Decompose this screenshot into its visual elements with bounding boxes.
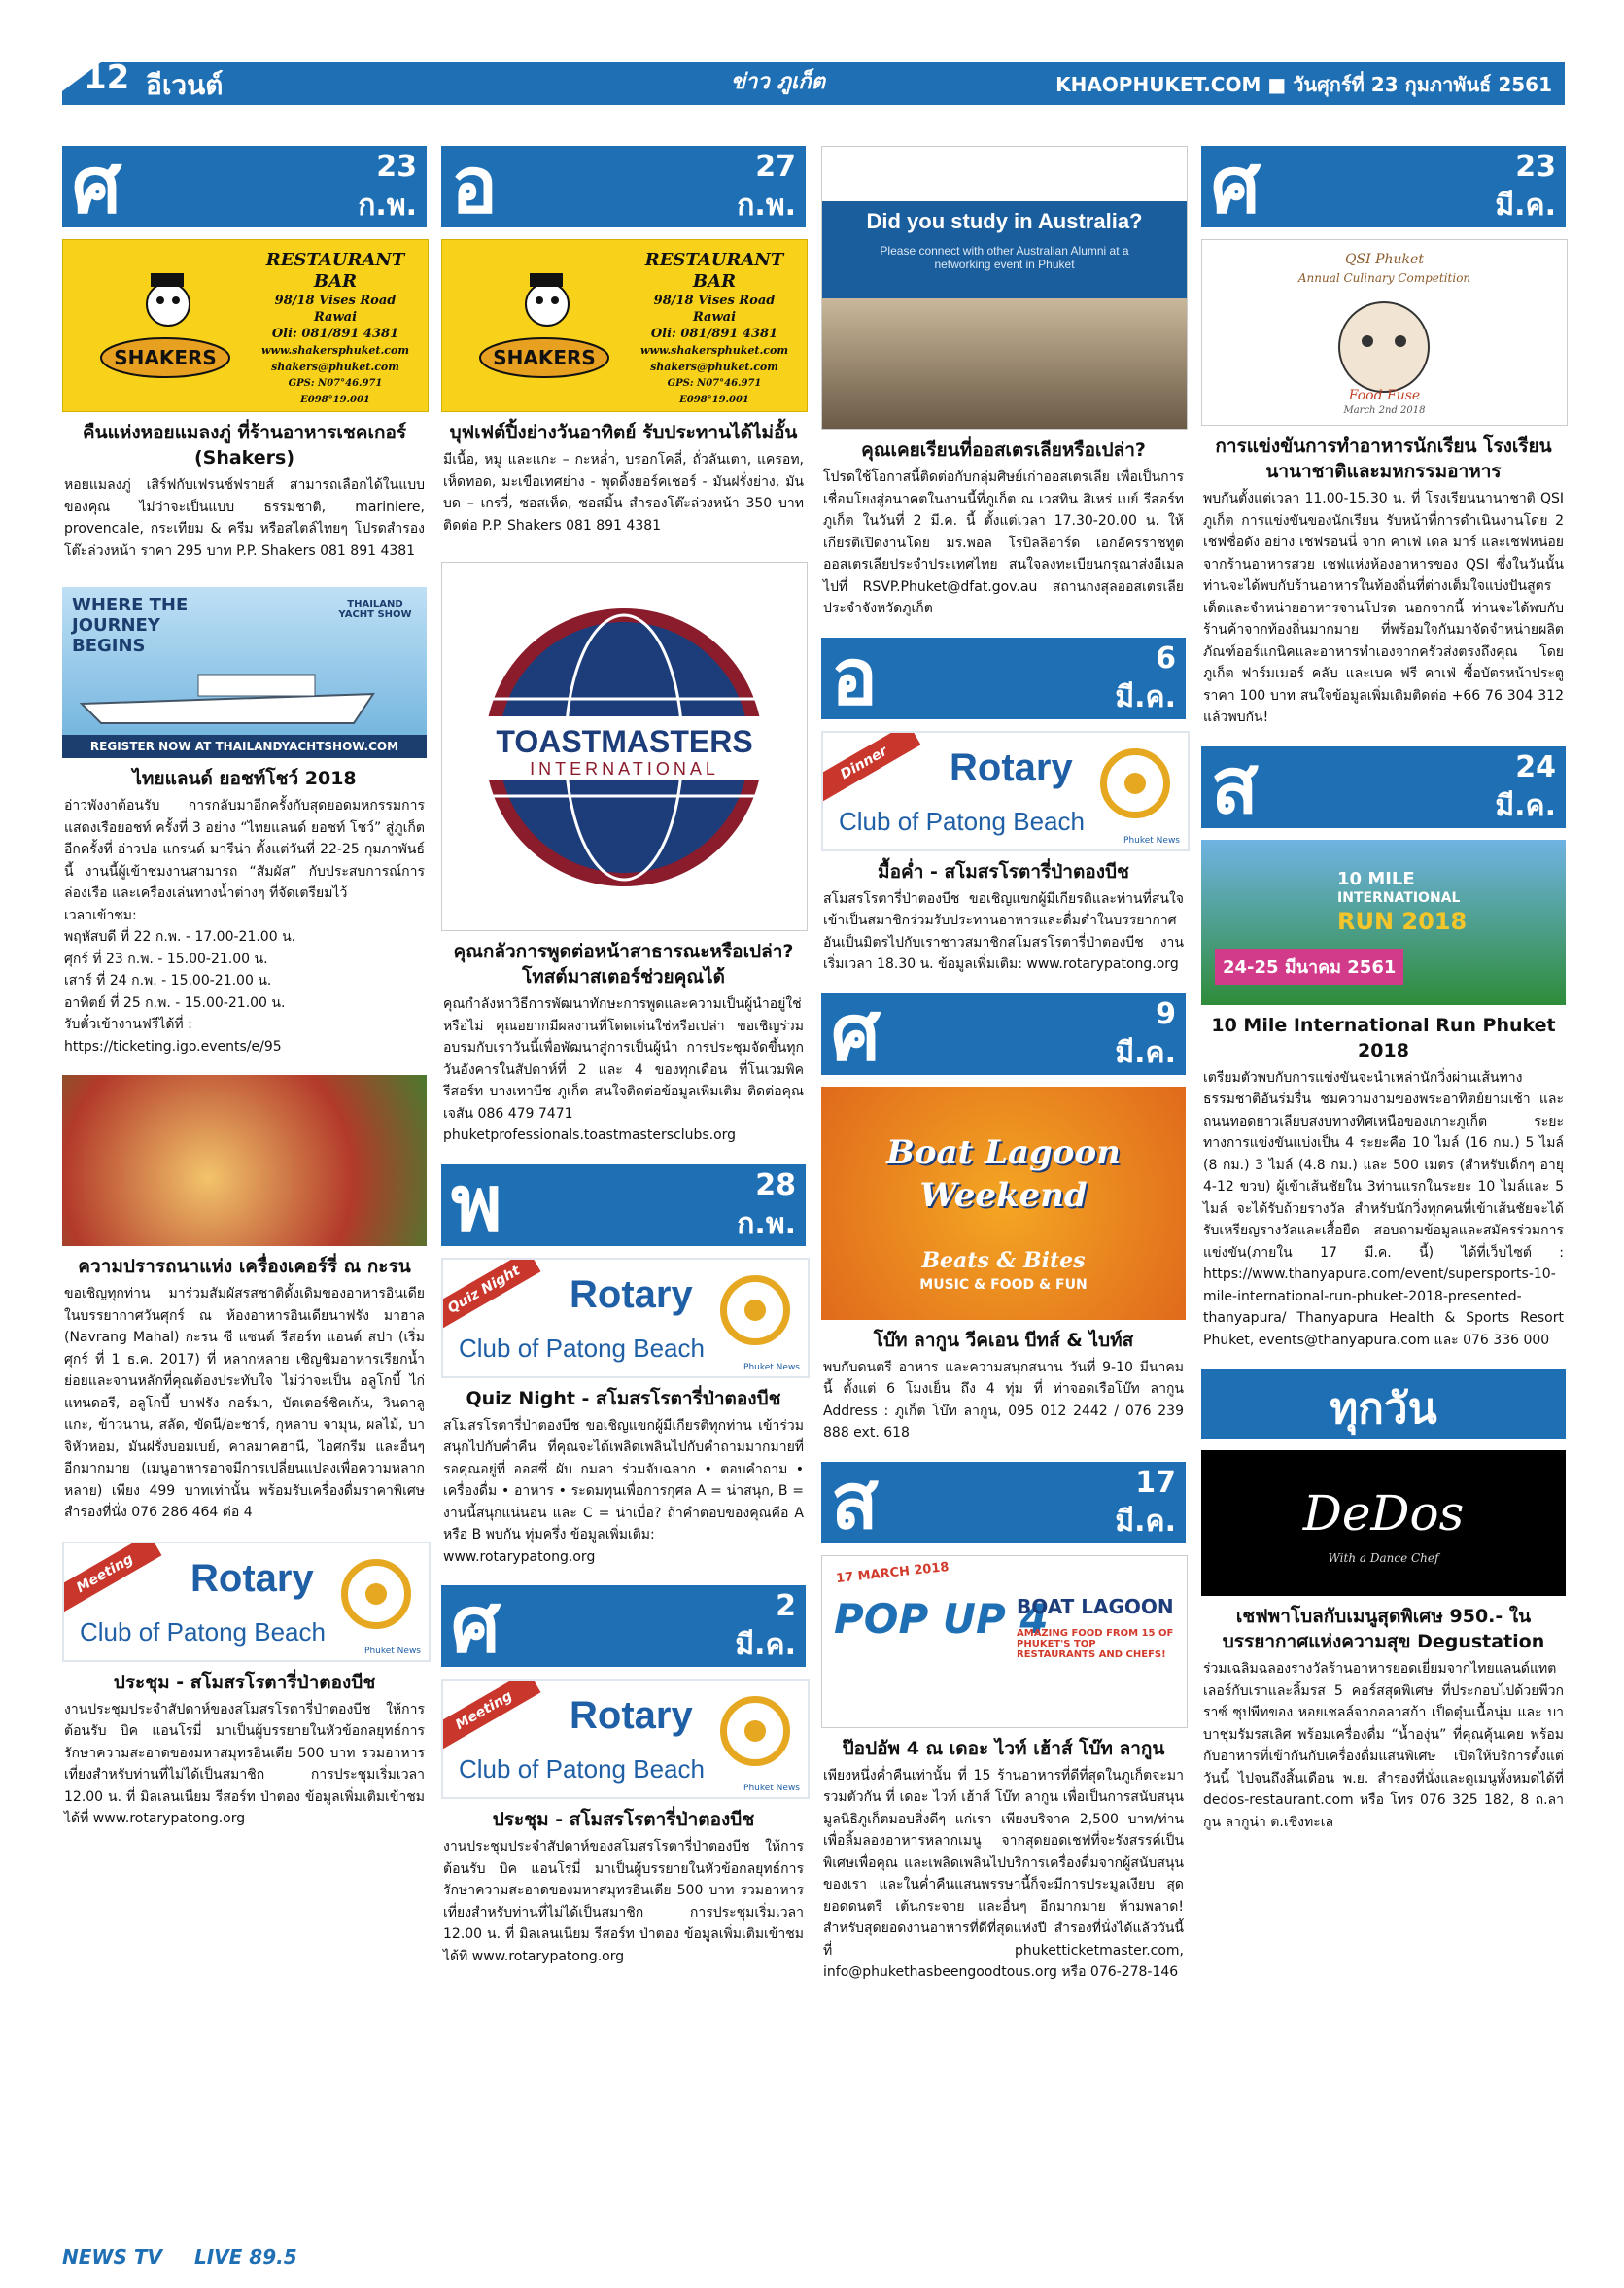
date-number: 17 <box>1135 1465 1176 1500</box>
date-month: มี.ค. <box>1115 1035 1176 1070</box>
shakers-ad-text: RESTAURANT BAR 98/18 Vises Road Rawai Oli: 081/891 4381 www.shakersphuket.com shakers@phuket.com GPS: N07°46.971 E098°19.001 <box>640 250 788 405</box>
date-bar <box>441 140 806 230</box>
yacht-icon <box>62 587 427 758</box>
rotary-badge: Phuket News <box>364 1646 421 1656</box>
article-title: คืนแห่งหอยแมลงภู่ ที่ร้านอาหารเชคเกอร์ (Shakers) <box>82 422 407 468</box>
date-bar <box>441 1158 806 1249</box>
run-line3: RUN 2018 <box>1337 907 1468 935</box>
article-body: โปรดใช้โอกาสนี้ติดต่อกับกลุ่มศิษย์เก่าออสเตรเลีย เพื่อเป็นการเชื่อมโยงสู่อนาคตในงานนี้ที่ภูเก็ต ณ เวสทิน สิเหร่ เบย์ รีสอร์ท ภูเก็ต ในวันที่ 2 มี.ค. นี้ ตั้งแต่เวลา 17.30-20.00 น. ให้เกียรติเปิดงานโดย มร.พอล โรบิลลิอาร์ด เอกอัครราชทูตออสเตรเลียประจำประเทศไทย สนใจลงทะเบียนกรุณาส่งอีเมลไปที่ RSVP.Phuket@dfat.gov.au สถานกงสุลออสเตรเลียประจำจังหวัดภูเก็ต <box>823 469 1184 616</box>
schedule-item: เสาร์ ที่ 24 ก.พ. - 15.00-21.00 น. <box>64 973 272 988</box>
mascot-label: SHAKERS <box>114 346 217 369</box>
date-month: มี.ค. <box>1495 788 1556 823</box>
rotary-name: Rotary <box>570 1694 693 1737</box>
day-letter: อ <box>831 631 879 722</box>
ribbon-label: Quiz Night <box>441 1258 540 1330</box>
article-body: ขอเชิญทุกท่าน มาร่วมสัมผัสรสชาติดั้งเดิมของอาหารอินเดีย ในบรรยากาศวันศุกร์ ณ ห้องอาหารอินเดียนาฟรัง มาฮาล (Navrang Mahal) กะรน ซี แซนด์ รีสอร์ท แอนด์ สปา (เริ่มศุกร์ ที่ 1 ธ.ค. 2017) ที่ หลากหลาย เชิญชิมอาหารเรียกน้ำย่อยและจานหลักที่คุณต้องประทับใจ ไม่ว่าจะเป็น อลูโกบี้ ไก่แทนดอรี, อลูโกบี้ บาฟรัง กอร์มา, บัตเตอร์ชิคเก้น, วินดาลูแกะ, ข้าวนาน, สลัด, ขัดนี/อะชาร์, กุหลาบ จามุน, ผลไม้, บาจิหัวหอม, มันฝรั่งบอมเบย์, คาลมาคฮานี, ไอศกรีม และอื่นๆ อีกมากมาย (เมนูอาหารอาจมีการเปลี่ยนแปลงเพื่อความหลากหลาย) เพียง 499 บาทเท่านั้น พร้อมรับเครื่องดื่มราคาพิเศษ สำรองที่นั่ง 076 286 464 ต่อ 4 <box>64 1286 425 1520</box>
article-title: บุฟเฟต์ปิ้งย่างวันอาทิตย์ รับประทานได้ไม่อั้น <box>449 422 798 443</box>
ticket-link[interactable]: https://ticketing.igo.events/e/95 <box>64 1038 282 1055</box>
boat-line3: Beats & Bites <box>921 1247 1086 1273</box>
rotary-name: Rotary <box>190 1556 314 1600</box>
article-title: ประชุม - สโมสรโรตารี่ป่าตองบีช <box>113 1671 376 1693</box>
rotary-ad[interactable] <box>441 1679 810 1799</box>
date-number: 23 <box>1515 150 1556 184</box>
yacht-brand: THAILAND YACHT SHOW <box>338 599 412 620</box>
article-body: สโมสรโรตารี่ป่าตองบีช ขอเชิญแขกผู้มีเกียรติทุกท่าน เข้าร่วมสนุกไปกับค่ำคืน ที่คุณจะได้เพลิดเพลินไปกับคำถามมากมายที่รอคุณอยู่ที่ ออสซี่ ผับ กมลา ร่วมจับฉลาก • ตอบคำถาม • เครื่องดื่ม • อาหาร • ระดมทุนเพื่อการกุศล A = น่าสนุก, B = งานนี้สนุกแน่นอน และ C = น่าเบื่อ? ถ้าคำตอบของคุณคือ A หรือ B พบกัน ทุ่มครึ่ง ข้อมูลเพิ่มเติม: <box>443 1417 804 1543</box>
schedule-item: ศุกร์ ที่ 23 ก.พ. - 15.00-21.00 น. <box>64 951 268 967</box>
popup-sub: AMAZING FOOD FROM 15 OF PHUKET'S TOP RESTAURANTS AND CHEFS! <box>1017 1627 1174 1660</box>
date-month: มี.ค. <box>735 1628 796 1662</box>
rotary-ad[interactable] <box>821 731 1190 851</box>
date-month: ก.พ. <box>358 189 417 223</box>
article-body: งานประชุมประจำสัปดาห์ของสโมสรโรตารี่ป่าตองบีช ให้การต้อนรับ บิค แอนโรมี่ มาเป็นผู้บรรยายในหัวข้อกลยุทธ์การรักษาความสะอาดของมหาสมุทรอินเดีย 500 บาท รวมอาหารเที่ยงสำหรับท่านที่ไม่ได้เป็นสมาชิก การประชุมเริ่มเวลา 12.00 น. ที่ มิลเลนเนียม รีสอร์ท ป่าตอง ข้อมูลเพิ่มเติมเข้าชมได้ที่ www.rotarypatong.org <box>443 1839 804 1964</box>
date-bar <box>821 987 1186 1078</box>
ribbon-label: Meeting <box>441 1679 540 1751</box>
date-month: ก.พ. <box>737 1206 796 1241</box>
article-body: ร่วมเฉลิมฉลองรางวัลร้านอาหารยอดเยี่ยมจากไทยแลนด์แทตเลอร์กับเราและลิ้มรส 5 คอร์สสุดพิเศษ ที่ประกอบไปด้วยพีวกราซ์ ซุปพีทของ หอยเชลล์จากอลาสก้า เป็ดตุ๋นเนื้อนุ่ม และ บาบาชุ่มรัมรสเลิศ พร้อมเครื่องดื่ม “น้ำองุ่น” ที่คุณคุ้นเคย พร้อมกับอาหารที่เข้ากันกับเครื่องดื่มแสนพิเศษ เปิดให้บริการตั้งแต่วันนี้ ไปจนถึงสิ้นเดือน พ.ย. สำรองที่นั่งและดูเมนูทั้งหมดได้ที่ dedos-restaurant.com หรือ โทร 076 325 182, 8 ถ.ลากูน ลากูน่า ต.เชิงทะเล <box>1203 1661 1564 1830</box>
article-body: พบกันตั้งแต่เวลา 11.00-15.30 น. ที่ โรงเรียนนานาชาติ QSI ภูเก็ต การแข่งขันของนักเรียน รับหน้าที่การดำเนินงานโดย 2 เชฟชื่อดัง อย่าง เชฟรอนนี่ จาก คาเฟ่ เดล มาร์ และเชฟหน่อย จากร้านอาหารสวย เชฟแห่งห้องอาหารของ QSI ซึ่งในวันนั้นท่านจะได้พบกับร้านอาหารในท้องถิ่นที่ต่างเต็มใจแบ่งปันสูตรเด็ดและจำหน่ายอาหารจานโปรด นอกจากนี้ ท่านจะได้พบกับร้านค้าจากท้องถิ่นมากมาย ที่พร้อมใจกันมาจัดจำหน่ายผลิตภัณฑ์ออร์แกนิคและอาหารทำเองจากครัวส่งตรงถึงคุณ โดย ภูเก็ต ฟาร์มเมอร์ คลับ และเบค ฟรี คาเฟ่ ซื้อบัตรหน้าประตูราคา 100 บาท สนใจข้อมูลเพิ่มเติมติดต่อ +66 76 304 312 แล้วพบกัน! <box>1203 491 1564 725</box>
rotary-ad[interactable] <box>441 1258 810 1378</box>
schedule-item: พฤหัสบดี ที่ 22 ก.พ. - 17.00-21.00 น. <box>64 929 296 945</box>
rotary-wheel-icon <box>1100 748 1170 818</box>
shakers-ad-text: RESTAURANT BAR 98/18 Vises Road Rawai Oli: 081/891 4381 www.shakersphuket.com shakers@phuket.com GPS: N07°46.971 E098°19.001 <box>261 250 409 405</box>
rotary-club: Club of Patong Beach <box>80 1616 326 1647</box>
ribbon-label: Dinner <box>821 731 920 803</box>
column-3 <box>821 146 1186 1984</box>
rotary-badge: Phuket News <box>1123 835 1180 846</box>
rotary-club: Club of Patong Beach <box>459 1754 705 1784</box>
rotary-ad[interactable] <box>62 1542 431 1662</box>
australia-sub: Please connect with other Australian Alumni at a networking event in Phuket <box>880 244 1129 271</box>
article-title: Quiz Night - สโมสรโรตารี่ป่าตองบีช <box>466 1387 781 1409</box>
date-number: 2 <box>776 1589 796 1623</box>
date-bar <box>821 1455 1186 1546</box>
shakers-ad[interactable] <box>62 239 429 412</box>
dedos-logo: DeDos <box>1302 1485 1465 1542</box>
date-month: มี.ค. <box>1115 679 1176 714</box>
header-date: KHAOPHUKET.COM ■ วันศุกร์ที่ 23 กุมภาพันธ์ 2561 <box>1055 73 1552 96</box>
article-body: คุณกำลังหาวิธีการพัฒนาทักษะการพูดและความเป็นผู้นำอยู่ใช่หรือไม่ คุณอยากมีผลงานที่โดดเด่นใช่หรือเปล่า ขอเชิญร่วมอบรมกับเราวันนี้เพื่อพัฒนาสู่การเป็นผู้นำ การประชุมจัดขึ้นทุกวันอังคารในสัปดาห์ที่ 2 และ 4 ของทุกเดือน ที่โนเวมพิค รีสอร์ท บางเทาบีช ภูเก็ต สนใจติดต่อข้อมูลเพิ่มเติม ติดต่อคุณเจสัน 086 479 7471 <box>443 996 804 1122</box>
date-number: 27 <box>755 150 796 184</box>
boat-line2: Weekend <box>919 1175 1088 1215</box>
article-title: ความปรารถนาแห่ง เครื่องเคอร์รี่ ณ กะรน <box>78 1256 411 1277</box>
article-body: เพียงหนึ่งค่ำคืนเท่านั้น ที่ 15 ร้านอาหารที่ดีที่สุดในภูเก็ตจะมารวมตัวกัน ที่ เดอะ ไวท์ เฮ้าส์ โบ๊ท ลากูน เพื่อเป็นการสนับสนุนมูลนิธิภูเก็ตมอบสิ่งดีๆ แก่เรา เพียงบริจาค 2,500 บาท/ท่าน เพื่อลิ้มลองอาหารหลากเมนู จากสุดยอดเชฟที่จะรังสรรค์เป็นพิเศษเพื่อคุณ และเพลิดเพลินไปบริการเครื่องดื่มจากผู้สนับสนุนของเรา และในค่ำคืนแสนพรรษานี้ก็จะมีการประมูลเงียบ สุดยอดดนตรี เต้นกระจาย และอื่นๆ อีกมากมาย ห้ามพลาด! สำหรับสุดยอดงานอาหารที่ดีที่สุดแห่งปี สำรองที่นั่งได้แล้ววันนี้ ที่ phuketticketmaster.com, info@phukethasbeengoodtous.org หรือ 076-278-146 <box>823 1767 1184 1980</box>
article-title: ไทยแลนด์ ยอชท์โชว์ 2018 <box>132 768 357 789</box>
rotary-wheel-icon <box>341 1559 411 1629</box>
dedos-ad[interactable] <box>1201 1450 1566 1596</box>
day-letter: ศ <box>72 140 121 230</box>
article-title: ป๊อปอัพ 4 ณ เดอะ ไวท์ เฮ้าส์ โบ๊ท ลากูน <box>842 1737 1165 1759</box>
boat-line1: Boat Lagoon <box>886 1132 1121 1172</box>
day-letter: ศ <box>831 987 881 1078</box>
article-link[interactable]: www.rotarypatong.org <box>443 1548 596 1565</box>
run-line1: 10 MILE <box>1337 868 1415 889</box>
qsi-line4: March 2nd 2018 <box>1343 405 1426 416</box>
date-number: 24 <box>1515 749 1556 784</box>
rotary-club: Club of Patong Beach <box>839 806 1085 836</box>
day-letter: อ <box>451 140 499 230</box>
article-body: สโมสรโรตารี่ป่าตองบีช ขอเชิญแขกผู้มีเกียรติและท่านที่สนใจเข้าเป็นสมาชิกร่วมรับประทานอาหารและดื่มด่ำในบรรยากาศอันเป็นมิตรไปกับเราชาวสมาชิกสโมสรโรตารี่ป่าตองบีช งานเริ่มเวลา 18.30 น. ข้อมูลเพิ่มเติม: www.rotarypatong.org <box>823 890 1184 972</box>
date-bar <box>1201 740 1566 831</box>
toastmasters-line1: TOASTMASTERS <box>496 724 753 759</box>
date-month: มี.ค. <box>1495 189 1556 223</box>
ribbon-label: Meeting <box>62 1542 161 1613</box>
popup-date: 17 MARCH 2018 <box>835 1559 950 1586</box>
page-number: 12 <box>84 58 130 97</box>
date-number: 28 <box>755 1167 796 1202</box>
popup-ad[interactable] <box>821 1555 1188 1728</box>
rotary-name: Rotary <box>570 1272 693 1316</box>
day-letter: พ <box>451 1158 502 1249</box>
article-title: การแข่งขันการทำอาหารนักเรียน โรงเรียนนานาชาติและมหกรรมอาหาร <box>1215 435 1552 482</box>
shakers-mascot-icon <box>471 265 617 382</box>
section-title: อีเวนต์ <box>146 69 224 101</box>
date-bar <box>821 631 1186 722</box>
newspaper-logo: ข่าว ภูเก็ต <box>731 69 826 94</box>
rotary-badge: Phuket News <box>743 1784 800 1793</box>
article-body: งานประชุมประจำสัปดาห์ของสโมสรโรตารี่ป่าตองบีช ให้การต้อนรับ บิค แอนโรมี่ มาเป็นผู้บรรยายในหัวข้อกลยุทธ์การรักษาความสะอาดของมหาสมุทรอินเดีย 500 บาท รวมอาหารเที่ยงสำหรับท่านที่ไม่ได้เป็นสมาชิก การประชุมเริ่มเวลา 12.00 น. ที่ มิลเลนเนียม รีสอร์ท ป่าตอง ข้อมูลเพิ่มเติมเข้าชมได้ที่ www.rotarypatong.org <box>64 1701 425 1826</box>
yacht-register: REGISTER NOW AT THAILANDYACHTSHOW.COM <box>62 735 427 758</box>
curry-photo <box>62 1075 427 1246</box>
article-body: หอยแมลงภู่ เสิร์ฟกับเฟรนช์ฟรายส์ สามารถเลือกได้ในแบบของคุณ ไม่ว่าจะเป็นแบบ ธรรมชาติ, mariniere, provencale, กระเทียม & ครีม หรือสไตล์ไทยๆ โปรดสำรองโต๊ะล่วงหน้า ราคา 295 บาท P.P. Shakers 081 891 4381 <box>64 477 425 559</box>
article-title: โบ๊ท ลากูน วีคเอน บีทส์ & ไบท์ส <box>873 1329 1134 1351</box>
date-bar <box>441 1579 806 1670</box>
mascot-label: SHAKERS <box>493 346 596 369</box>
article-title: คุณกลัวการพูดต่อหน้าสาธารณะหรือเปล่า? โทสต์มาสเตอร์ช่วยคุณได้ <box>453 941 794 988</box>
date-bar <box>62 140 427 230</box>
column-4 <box>1201 140 1566 1833</box>
run-line2: INTERNATIONAL <box>1337 889 1461 906</box>
australia-ad[interactable] <box>821 146 1188 430</box>
everyday-bar <box>1201 1369 1566 1439</box>
run-ad[interactable] <box>1201 840 1566 1005</box>
date-month: ก.พ. <box>737 189 796 223</box>
footer-brand-2: LIVE 89.5 <box>194 2245 297 2269</box>
article-title: 10 Mile International Run Phuket 2018 <box>1211 1014 1556 1061</box>
date-bar <box>1201 140 1566 230</box>
article-title: เชฟพาโบลกับเมนูสุดพิเศษ 950.- ในบรรยากาศแห่งความสุข Degustation <box>1222 1606 1545 1652</box>
time-label: เวลาเข้าชม: <box>64 907 137 923</box>
qsi-line1: QSI Phuket <box>1345 252 1424 267</box>
date-number: 6 <box>1156 641 1176 676</box>
qsi-ad[interactable] <box>1201 239 1568 426</box>
popup-title: POP UP 4 <box>834 1594 1049 1643</box>
article-title: ประชุม - สโมสรโรตารี่ป่าตองบีช <box>492 1809 755 1830</box>
yacht-headline: WHERE THE JOURNEY BEGINS <box>72 595 189 656</box>
day-letter: ส <box>1211 740 1259 831</box>
boat-lagoon-ad[interactable] <box>821 1087 1186 1320</box>
toastmasters-line2: INTERNATIONAL <box>530 759 719 779</box>
date-number: 9 <box>1156 996 1176 1031</box>
date-month: มี.ค. <box>1115 1504 1176 1539</box>
shakers-ad[interactable] <box>441 239 808 412</box>
qsi-line3: Food Fuse <box>1348 388 1421 403</box>
article-link[interactable]: phuketprofessionals.toastmastersclubs.org <box>443 1127 737 1143</box>
everyday-label: ทุกวัน <box>1330 1384 1437 1434</box>
footer-brand-1: NEWS TV <box>62 2245 162 2269</box>
article-body: พบกับดนตรี อาหาร และความสนุกสนาน วันที่ 9-10 มีนาคม นี้ ตั้งแต่ 6 โมงเย็น ถึง 4 ทุ่ม ที่ ท่าจอดเรือโบ๊ท ลากูน Address : ภูเก็ต โบ๊ท ลากูน, 095 012 2442 / 076 239 888 ext. 618 <box>823 1359 1184 1440</box>
dedos-sub: With a Dance Chef <box>1328 1551 1439 1565</box>
date-number: 23 <box>376 150 417 184</box>
qsi-line2: Annual Culinary Competition <box>1297 271 1471 285</box>
australia-logos <box>822 147 1187 201</box>
day-letter: ส <box>831 1455 879 1546</box>
boat-line4: MUSIC & FOOD & FUN <box>919 1276 1088 1293</box>
article-body: อ่าวพังงาต้อนรับ การกลับมาอีกครั้งกับสุดยอดมหกรรมการแสดงเรือยอชท์ ครั้งที่ 3 อย่าง “ไทยแลนด์ ยอชท์ โชว์” สู่ภูเก็ตอีกครั้งที่ อ่าวปอ แกรนด์ มารีน่า ตั้งแต่วันที่ 22-25 กุมภาพันธ์นี้ งานนี้ผู้เข้าชมงานสามารถ “สัมผัส” กับประสบการณ์การล่องเรือ และเครื่องเล่นทางน้ำต่างๆ ที่จัดเตรียมไว้ <box>64 798 425 901</box>
ticket-label: รับตั๋วเข้างานฟรีได้ที่ : <box>64 1017 192 1032</box>
rotary-club: Club of Patong Beach <box>459 1333 705 1363</box>
australia-photo <box>822 298 1187 429</box>
day-letter: ศ <box>451 1579 501 1670</box>
day-letter: ศ <box>1211 140 1261 230</box>
rotary-badge: Phuket News <box>743 1362 800 1372</box>
popup-venue: BOAT LAGOON <box>1017 1594 1174 1618</box>
shakers-mascot-icon <box>92 265 238 382</box>
toastmasters-ad[interactable] <box>441 562 808 931</box>
rotary-wheel-icon <box>720 1275 790 1345</box>
article-title: มื้อค่ำ - สโมสรโรตารี่ป่าตองบีช <box>878 860 1129 883</box>
australia-headline: Did you study in Australia? <box>866 209 1143 233</box>
article-title: คุณเคยเรียนที่ออสเตรเลียหรือเปล่า? <box>861 439 1146 461</box>
rotary-wheel-icon <box>720 1696 790 1766</box>
article-body: เตรียมตัวพบกับการแข่งขันจะนำเหล่านักวิ่งผ่านเส้นทางธรรมชาติอันร่มรื่น ชมความงามของพระอาทิตย์ยามเช้า และถนนทอดยาวเลียบสงบทางทิศเหนือของเกาะภูเก็ต ระยะทางการแข่งขันแบ่งเป็น 4 ระยะคือ 10 ไมล์ (16 กม.) 5 ไมล์ (8 กม.) 3 ไมล์ (4.8 กม.) และ 500 เมตร (สำหรับเด็กๆ อายุ 4-12 ขวบ) ผู้เข้าเส้นชัยใน 3ท่านแรกในระยะ 10 ไมล์และ 5 ไมล์ จะได้รับถ้วยรางวัล สำหรับนักวิ่งทุกคนที่เข้าเส้นชัยจะได้รับเหรียญรางวัลและเสื้อยืด สอบถามข้อมูลและสมัครร่วมการแข่งขัน(ภายใน 17 มี.ค. นี้) ได้ที่เว็บไซต์ : https://www.thanyapura.com/event/supersports-10-mile-international-run-phuket-2018-presented-thanyapura/ Thanyapura Health & Sports Resort Phuket, events@thanyapura.com และ 076 336 000 <box>1203 1069 1564 1348</box>
rotary-name: Rotary <box>950 745 1073 789</box>
schedule-item: อาทิตย์ ที่ 25 ก.พ. - 15.00-21.00 น. <box>64 994 286 1011</box>
run-date: 24-25 มีนาคม 2561 <box>1215 949 1403 985</box>
article-body: มีเนื้อ, หมู และแกะ – กะหล่ำ, บรอกโคลี่, ถั่วลันเตา, แครอท, เห็ดทอด, มะเขือเทศย่าง - พุดดิ้งยอร์คเชอร์ - มันฝรั่งย่าง, มันบด – เกรวี่, ซอสเห็ด, ซอสมิ้น สำรองโต๊ะล่วงหน้า 350 บาท ติดต่อ P.P. Shakers 081 891 4381 <box>443 452 804 534</box>
column-2 <box>441 140 806 1967</box>
yacht-show-ad[interactable] <box>62 587 427 758</box>
column-1 <box>62 140 427 1830</box>
